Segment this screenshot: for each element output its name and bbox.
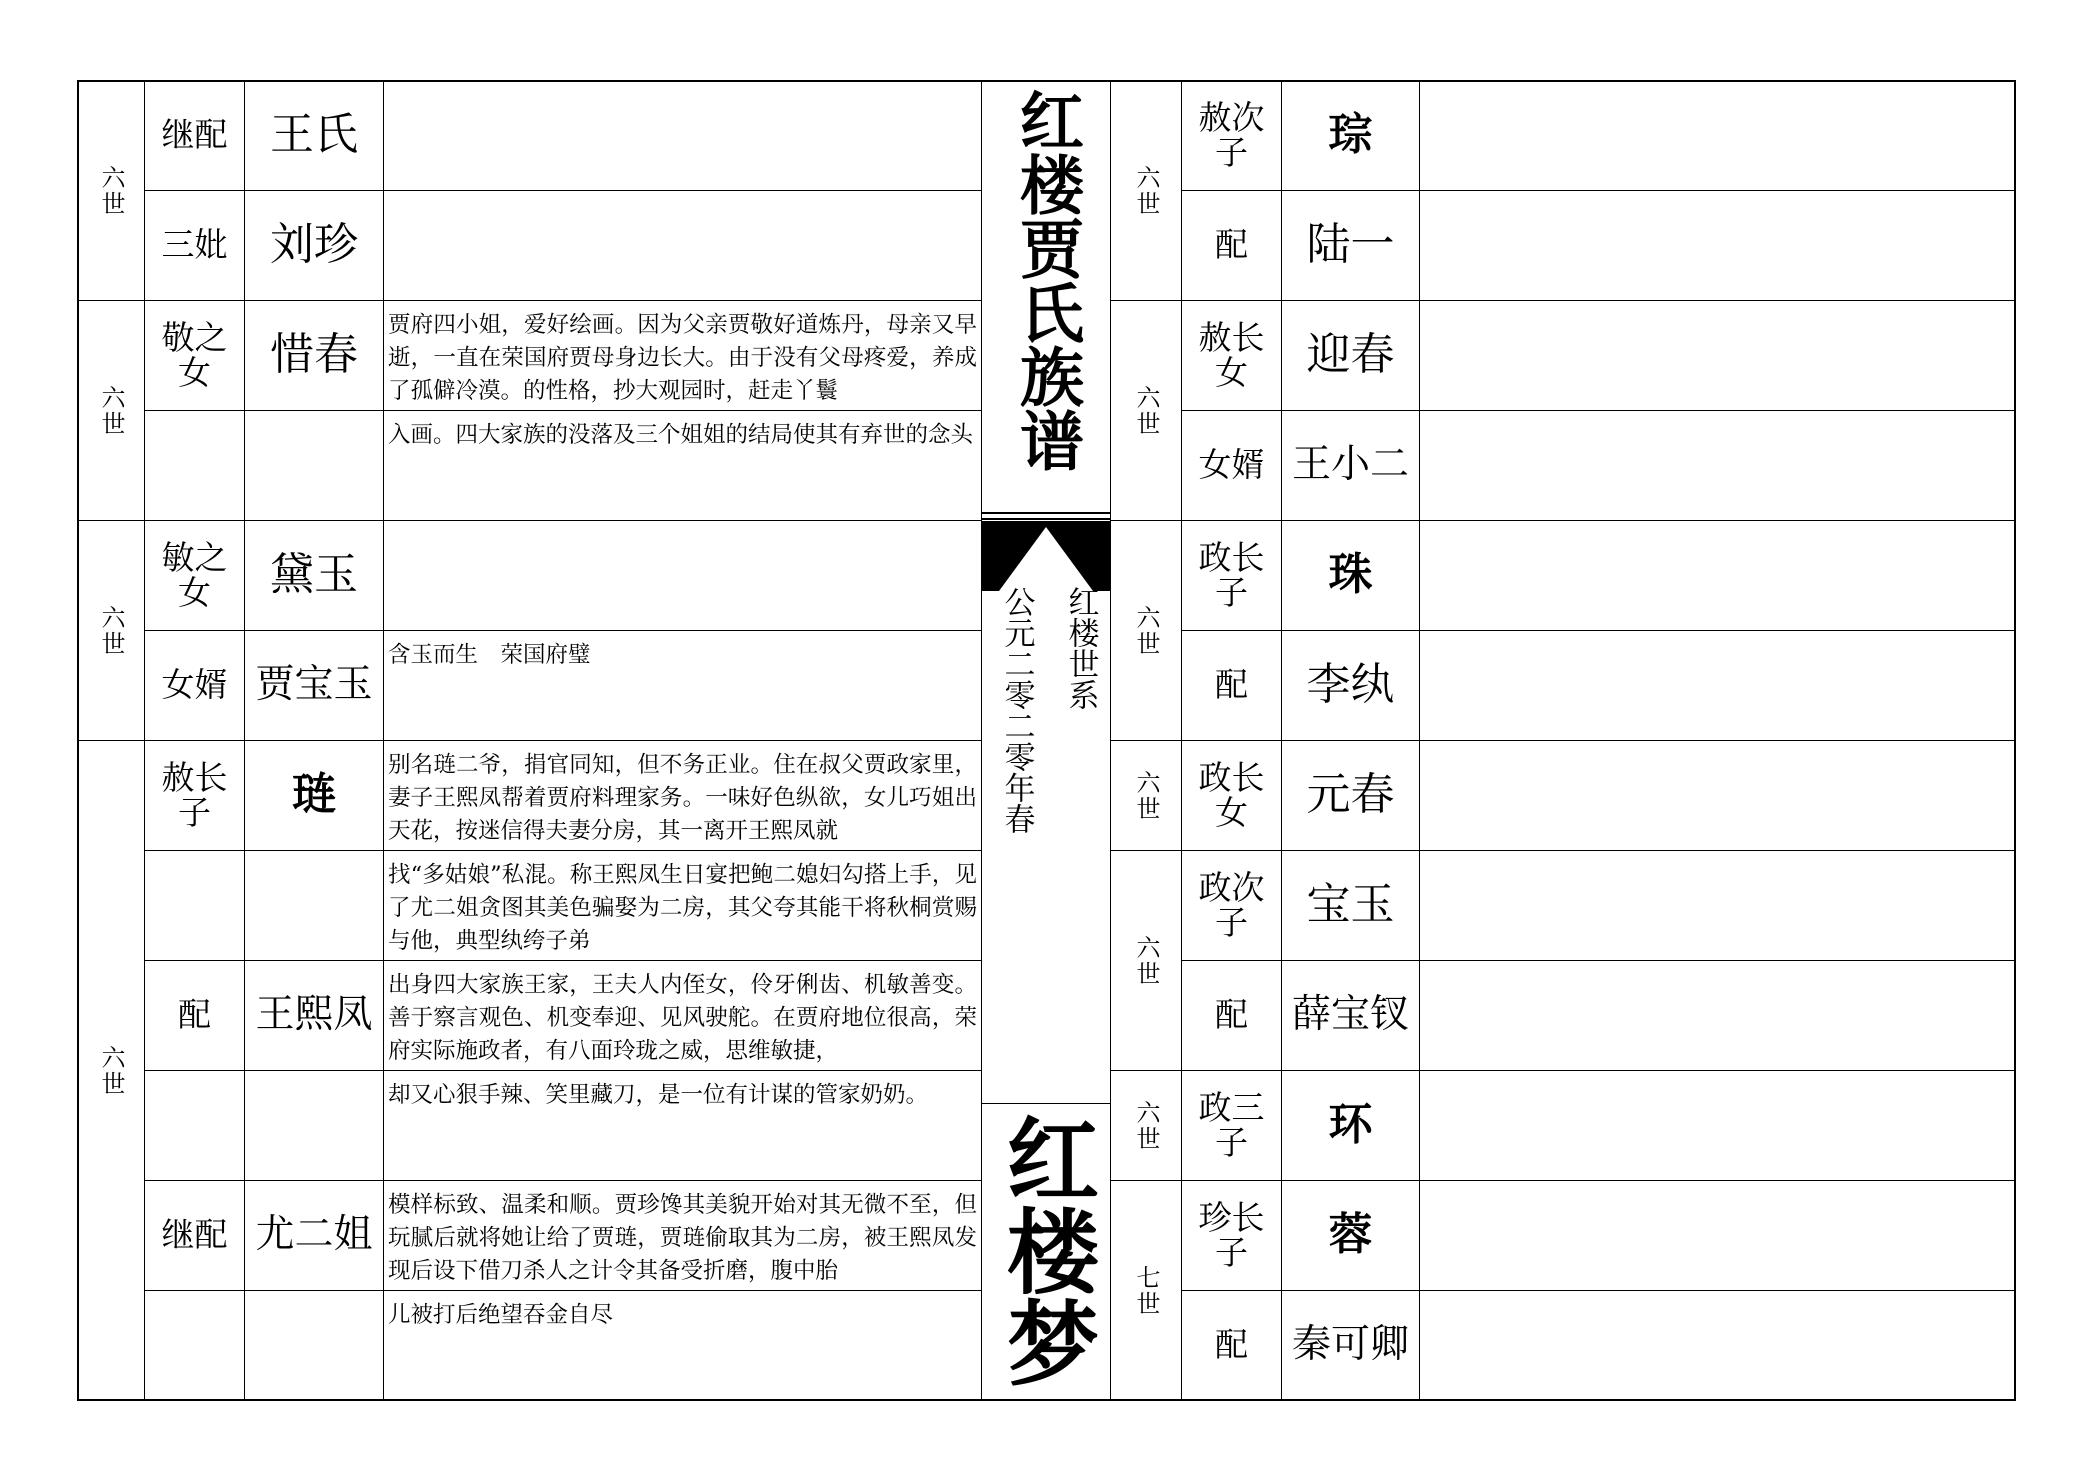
description-cell: 找“多姑娘”私混。称王熙凤生日宴把鲍二媳妇勾搭上手，见了尤二姐贪图其美色骗娶为二房，其父夸其能干将秋桐赏赐与他，典型纨绔子弟 (383, 850, 982, 961)
relation-cell: 政长子 (1181, 520, 1282, 631)
note-cell (1419, 520, 2016, 631)
name-cell: 珠 (1281, 520, 1420, 631)
ribbon-banner (981, 521, 1111, 591)
name-cell: 环 (1281, 1070, 1420, 1181)
description-cell (383, 80, 982, 191)
spine-divider (981, 1103, 1111, 1104)
generation-cell: 六世 (77, 80, 145, 301)
generation-cell: 六世 (1110, 80, 1182, 301)
note-cell (1419, 630, 2016, 741)
relation-cell: 配 (1181, 1290, 1282, 1401)
name-cell (244, 1070, 384, 1181)
note-cell (1419, 1180, 2016, 1291)
note-cell (1419, 410, 2016, 521)
name-cell: 李纨 (1281, 630, 1420, 741)
name-cell: 元春 (1281, 740, 1420, 851)
name-cell: 陆一 (1281, 190, 1420, 301)
name-cell: 蓉 (1281, 1180, 1420, 1291)
relation-cell: 配 (1181, 960, 1282, 1071)
footer-title: 红楼梦 (992, 1112, 1100, 1388)
relation-cell: 政次子 (1181, 850, 1282, 961)
note-cell (1419, 80, 2016, 191)
name-cell: 尤二姐 (244, 1180, 384, 1291)
generation-cell: 六世 (77, 520, 145, 741)
relation-cell: 女婿 (144, 630, 245, 741)
generation-cell: 六世 (1110, 1070, 1182, 1181)
relation-cell (144, 1070, 245, 1181)
description-cell (383, 190, 982, 301)
description-cell: 贾府四小姐，爱好绘画。因为父亲贾敬好道炼丹，母亲又早逝，一直在荣国府贾母身边长大。由于没有父母疼爱，养成了孤僻冷漠。的性格，抄大观园时，赶走丫鬟 (383, 300, 982, 411)
note-cell (1419, 740, 2016, 851)
relation-cell: 配 (1181, 190, 1282, 301)
name-cell (244, 850, 384, 961)
subtitle: 红楼世系 (1062, 586, 1099, 710)
note-cell (1419, 190, 2016, 301)
generation-cell: 七世 (1110, 1180, 1182, 1401)
description-cell: 入画。四大家族的没落及三个姐姐的结局使其有弃世的念头 (383, 410, 982, 521)
description-cell: 模样标致、温柔和顺。贾珍馋其美貌开始对其无微不至，但玩腻后就将她让给了贾琏，贾琏偷取其为二房，被王熙凤发现后设下借刀杀人之计令其备受折磨，腹中胎 (383, 1180, 982, 1291)
relation-cell: 赦长女 (1181, 300, 1282, 411)
relation-cell: 赦次子 (1181, 80, 1282, 191)
generation-cell: 六世 (1110, 740, 1182, 851)
generation-cell: 六世 (77, 300, 145, 521)
name-cell: 王熙凤 (244, 960, 384, 1071)
generation-cell: 六世 (1110, 850, 1182, 1071)
relation-cell: 敬之女 (144, 300, 245, 411)
description-cell: 却又心狠手辣、笑里藏刀，是一位有计谋的管家奶奶。 (383, 1070, 982, 1181)
description-cell: 儿被打后绝望吞金自尽 (383, 1290, 982, 1401)
description-cell: 含玉而生 荣国府璧 (383, 630, 982, 741)
relation-cell (144, 410, 245, 521)
name-cell (244, 410, 384, 521)
name-cell: 刘珍 (244, 190, 384, 301)
relation-cell: 配 (1181, 630, 1282, 741)
book-title: 红楼贾氏族谱 (1009, 88, 1084, 472)
relation-cell: 赦长子 (144, 740, 245, 851)
description-cell: 出身四大家族王家，王夫人内侄女，伶牙俐齿、机敏善变。善于察言观色、机变奉迎、见风驶舵。在贾府地位很高，荣府实际施政者，有八面玲珑之威，思维敏捷， (383, 960, 982, 1071)
relation-cell: 政长女 (1181, 740, 1282, 851)
name-cell: 琏 (244, 740, 384, 851)
name-cell: 惜春 (244, 300, 384, 411)
relation-cell: 政三子 (1181, 1070, 1282, 1181)
note-cell (1419, 1070, 2016, 1181)
description-cell: 别名琏二爷，捐官同知，但不务正业。住在叔父贾政家里，妻子王熙凤帮着贾府料理家务。一味好色纵欲，女儿巧姐出天花，按迷信得夫妻分房，其一离开王熙凤就 (383, 740, 982, 851)
generation-cell: 六世 (1110, 520, 1182, 741)
name-cell: 宝玉 (1281, 850, 1420, 961)
note-cell (1419, 960, 2016, 1071)
name-cell: 秦可卿 (1281, 1290, 1420, 1401)
date-line: 公元二零二零年春 (998, 586, 1035, 834)
relation-cell: 三妣 (144, 190, 245, 301)
relation-cell: 女婿 (1181, 410, 1282, 521)
generation-cell: 六世 (77, 740, 145, 1401)
relation-cell (144, 1290, 245, 1401)
note-cell (1419, 1290, 2016, 1401)
title-rule (981, 518, 1111, 520)
name-cell: 琮 (1281, 80, 1420, 191)
title-rule (981, 512, 1111, 514)
name-cell: 王小二 (1281, 410, 1420, 521)
note-cell (1419, 300, 2016, 411)
relation-cell: 敏之女 (144, 520, 245, 631)
relation-cell: 配 (144, 960, 245, 1071)
generation-cell: 六世 (1110, 300, 1182, 521)
name-cell: 黛玉 (244, 520, 384, 631)
name-cell (244, 1290, 384, 1401)
relation-cell: 珍长子 (1181, 1180, 1282, 1291)
relation-cell (144, 850, 245, 961)
name-cell: 迎春 (1281, 300, 1420, 411)
description-cell (383, 520, 982, 631)
name-cell: 薛宝钗 (1281, 960, 1420, 1071)
name-cell: 贾宝玉 (244, 630, 384, 741)
name-cell: 王氏 (244, 80, 384, 191)
relation-cell: 继配 (144, 80, 245, 191)
note-cell (1419, 850, 2016, 961)
relation-cell: 继配 (144, 1180, 245, 1291)
